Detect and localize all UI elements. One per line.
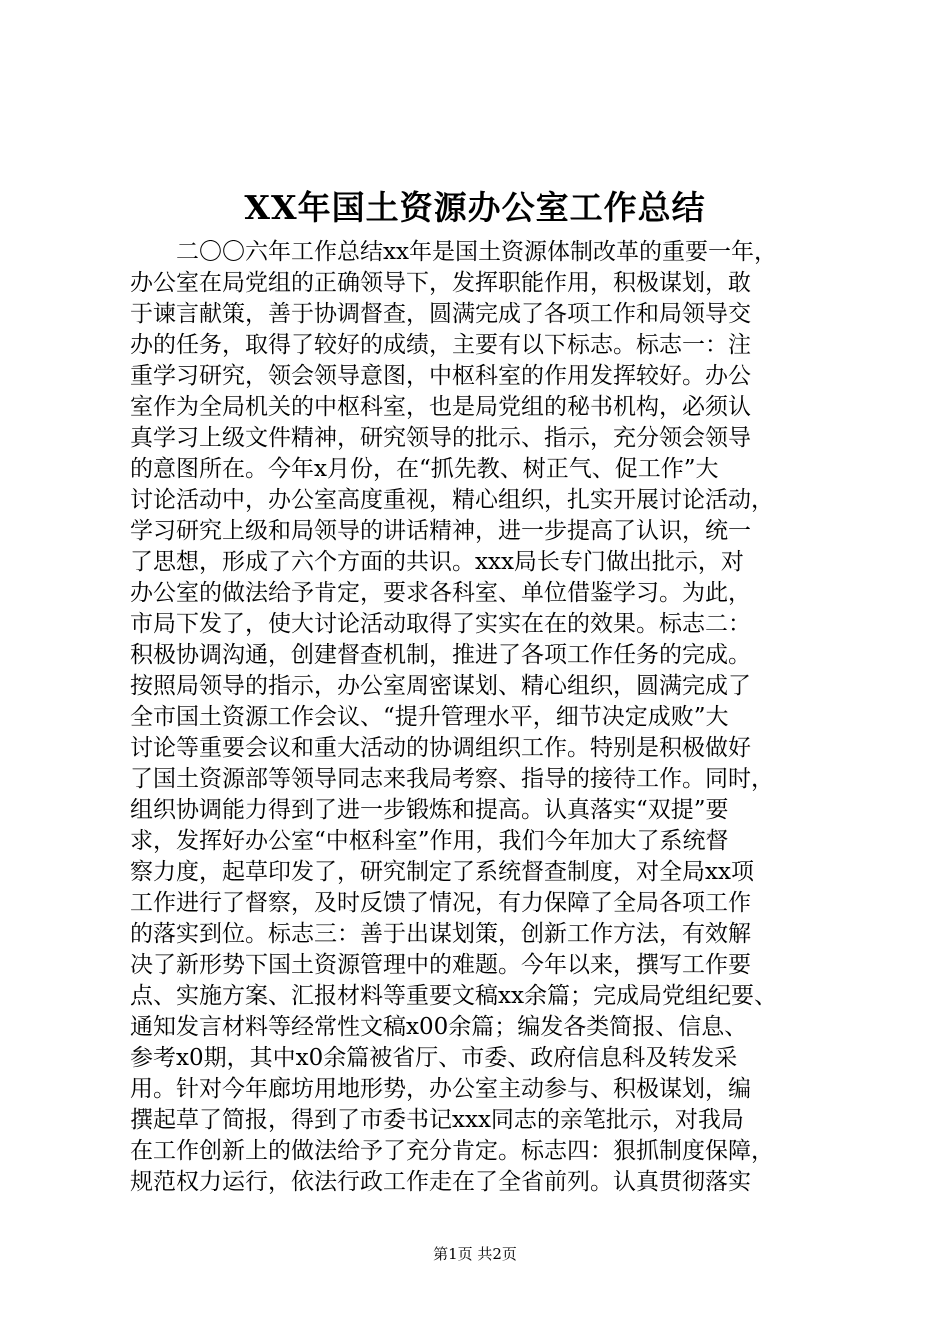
page-footer: 第1页 共2页 (433, 1245, 517, 1263)
document-title: XX年国土资源办公室工作总结 (244, 188, 706, 227)
body-line: 积极协调沟通，创建督查机制，推进了各项工作任务的完成。 (130, 642, 751, 668)
body-line: 于谏言献策，善于协调督查，圆满完成了各项工作和局领导交 (130, 301, 751, 327)
body-line: 求，发挥好办公室“中枢科室”作用，我们今年加大了系统督 (130, 828, 729, 854)
body-line: 用。针对今年廊坊用地形势，办公室主动参与、积极谋划，编 (130, 1076, 751, 1102)
body-line: 真学习上级文件精神，研究领导的批示、指示，充分领会领导 (130, 425, 751, 451)
body-line: 察力度，起草印发了，研究制定了系统督查制度，对全局xx项 (130, 859, 754, 885)
body-line: 室作为全局机关的中枢科室，也是局党组的秘书机构，必须认 (130, 394, 751, 420)
body-line: 了国土资源部等领导同志来我局考察、指导的接待工作。同时， (130, 766, 774, 792)
body-line: 撰起草了简报，得到了市委书记xxx同志的亲笔批示，对我局 (130, 1107, 744, 1133)
body-line: 全市国土资源工作会议、“提升管理水平，细节决定成败”大 (130, 704, 729, 730)
body-line: 的落实到位。标志三：善于出谋划策，创新工作方法，有效解 (130, 921, 751, 947)
body-line: 办的任务，取得了较好的成绩，主要有以下标志。标志一：注 (130, 332, 751, 358)
body-line: 办公室在局党组的正确领导下，发挥职能作用，积极谋划，敢 (130, 270, 751, 296)
body-line: 通知发言材料等经常性文稿x00余篇；编发各类简报、信息、 (130, 1014, 748, 1040)
body-line: 重学习研究，领会领导意图，中枢科室的作用发挥较好。办公 (130, 363, 751, 389)
body-line: 组织协调能力得到了进一步锻炼和提高。认真落实“双提”要 (130, 797, 729, 823)
body-line: 决了新形势下国土资源管理中的难题。今年以来，撰写工作要 (130, 952, 751, 978)
body-line: 讨论等重要会议和重大活动的协调组织工作。特别是积极做好 (130, 735, 751, 761)
body-line: 市局下发了，使大讨论活动取得了实实在在的效果。标志二： (130, 611, 751, 637)
body-line: 按照局领导的指示，办公室周密谋划、精心组织，圆满完成了 (130, 673, 751, 699)
body-line: 讨论活动中，办公室高度重视，精心组织，扎实开展讨论活动， (130, 487, 774, 513)
body-line: 办公室的做法给予肯定，要求各科室、单位借鉴学习。为此， (130, 580, 751, 606)
body-line: 规范权力运行，依法行政工作走在了全省前列。认真贯彻落实 (130, 1169, 751, 1195)
body-line: 参考x0期，其中x0余篇被省厅、市委、政府信息科及转发采 (130, 1045, 738, 1071)
body-line: 二〇〇六年工作总结xx年是国土资源体制改革的重要一年， (176, 239, 777, 265)
body-line: 工作进行了督察，及时反馈了情况，有力保障了全局各项工作 (130, 890, 751, 916)
body-line: 在工作创新上的做法给予了充分肯定。标志四：狠抓制度保障， (130, 1138, 774, 1164)
body-line: 了思想，形成了六个方面的共识。xxx局长专门做出批示，对 (130, 549, 744, 575)
body-line: 的意图所在。今年x月份，在“抓先教、树正气、促工作”大 (130, 456, 719, 482)
body-line: 点、实施方案、汇报材料等重要文稿xx余篇；完成局党组纪要、 (130, 983, 777, 1009)
document-body (130, 237, 820, 1198)
body-line: 学习研究上级和局领导的讲话精神，进一步提高了认识，统一 (130, 518, 751, 544)
